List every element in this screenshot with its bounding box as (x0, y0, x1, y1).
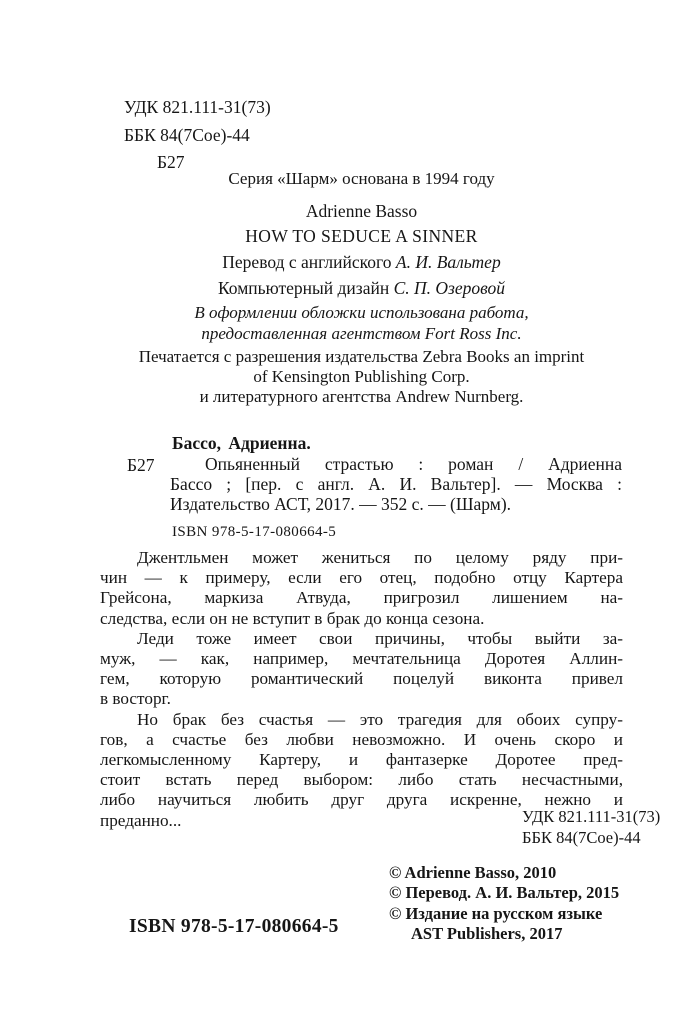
catalog-card-description (170, 454, 622, 514)
copyright-line: © Издание на русском языке (389, 903, 603, 923)
annotation-line: следства, если он не вступит в брак до конца сезона. (100, 608, 485, 628)
catalog-card-line: Издательство АСТ, 2017. — 352 с. — (Шарм). (170, 494, 512, 515)
design-credit (100, 278, 623, 299)
annotation-line: чин — к примеру, если его отец, подобно отцу Картера (100, 568, 623, 588)
udk-code: УДК 821.111-31(73) (124, 97, 271, 117)
annotation-line: Леди тоже имеет свои причины, чтобы выйти за- (137, 628, 623, 648)
bbk-code: ББК 84(7Сое)-44 (124, 124, 250, 145)
permission-note-line3: и литературного агентства Andrew Nurnberg. (199, 387, 524, 406)
permission-note-line2: of Kensington Publishing Corp. (253, 367, 470, 386)
annotation-line: Но брак без счастья — это трагедия для обоих супру- (137, 709, 623, 729)
annotation-line: гем, которую романтический поцелуй виконта привел (100, 669, 623, 689)
cover-art-note-line1: В оформлении обложки использована работа, (194, 303, 529, 322)
copyright-block (389, 863, 619, 944)
series-note: Серия «Шарм» основана в 1994 году (228, 169, 495, 188)
permission-note-line1: Печатается с разрешения издательства Zebra Books an imprint (138, 347, 585, 366)
isbn-bottom: ISBN 978-5-17-080664-5 (129, 916, 339, 937)
cover-art-note-line2: предоставленная агентством Fort Ross Inc. (201, 324, 522, 343)
catalog-card-author: Бассо, Адриенна. (172, 433, 311, 453)
translation-credit (100, 252, 623, 273)
copyright-line: © Adrienne Basso, 2010 (389, 863, 557, 882)
copyright-line: © Перевод. А. И. Вальтер, 2015 (389, 883, 620, 903)
udk-code-bottom: УДК 821.111-31(73) (522, 807, 661, 826)
bottom-classification-codes (522, 807, 660, 848)
top-classification-codes (124, 94, 271, 177)
annotation-line: в восторг. (100, 689, 171, 709)
bbk-code-bottom: ББК 84(7Сое)-44 (522, 827, 641, 847)
annotation-line: либо научиться любить друг друга искренне, нежно и (100, 790, 623, 810)
annotation-line: муж, — как, например, мечтательница Доротея Аллин- (100, 649, 623, 669)
original-author: Adrienne Basso (305, 201, 418, 221)
translation-label: Перевод с английского (222, 252, 392, 272)
copyright-line: AST Publishers, 2017 (411, 923, 563, 943)
annotation-line: Грейсона, маркиза Атвуда, пригрозил лишением на- (100, 588, 623, 608)
catalog-card-isbn: ISBN 978-5-17-080664-5 (172, 524, 337, 540)
original-title: HOW TO SEDUCE A SINNER (245, 226, 478, 246)
catalog-card-author-sign: Б27 (127, 455, 155, 475)
annotation-line: Джентльмен может жениться по целому ряду при- (137, 548, 623, 567)
annotation-line: стоит встать перед выбором: либо стать несчастными, (100, 770, 623, 790)
annotation-line: гов, а счастье без любви невозможно. И очень скоро и (100, 729, 623, 749)
author-sign-code: Б27 (157, 152, 185, 172)
designer-name: С. П. Озеровой (393, 278, 505, 298)
catalog-card-line: Опьяненный страстью : роман / Адриенна (205, 454, 622, 474)
annotation-line: легкомысленному Картеру, и фантазерке Доротее пред- (100, 750, 623, 770)
translator-name: А. И. Вальтер (395, 252, 501, 272)
design-label: Компьютерный дизайн (218, 278, 390, 298)
annotation-text (100, 548, 623, 831)
catalog-card-line: Бассо ; [пер. с англ. А. И. Вальтер]. — Москва : (170, 474, 622, 495)
annotation-line: преданно... (100, 810, 182, 830)
